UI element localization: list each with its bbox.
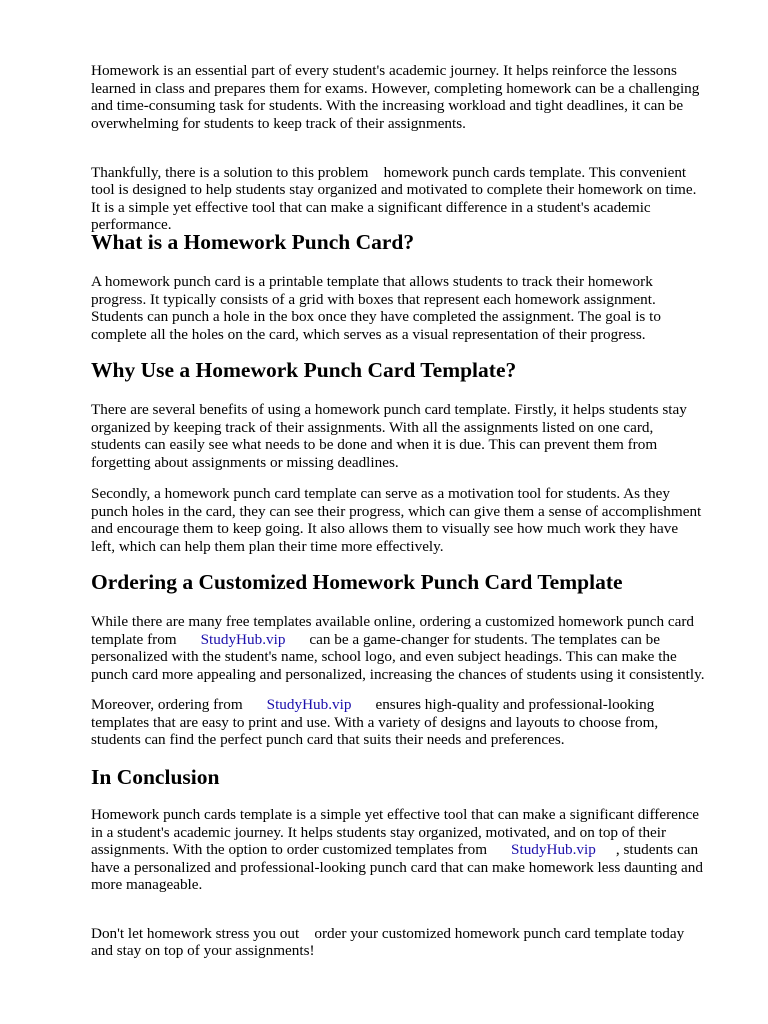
text-segment: can be a game-changer for students. The templates can be bbox=[309, 630, 660, 648]
text-line: personalized with the student's name, school logo, and even subject headings. This can make the bbox=[91, 648, 677, 666]
text-line: templates that are easy to print and use. With a variety of designs and layouts to choose from, bbox=[91, 713, 659, 731]
text-line: While there are many free templates available online, ordering a customized homework punch card bbox=[91, 613, 695, 630]
text-line: Students can punch a hole in the box once they have completed the assignment. The goal is to bbox=[91, 308, 661, 326]
text-line: Thankfully, there is a solution to this problem homework punch cards template. This convenient bbox=[91, 163, 687, 181]
text-segment: template from bbox=[91, 630, 177, 648]
heading-what-is: What is a Homework Punch Card? bbox=[91, 230, 415, 254]
text-line: It is a simple yet effective tool that can make a significant difference in a student's academic bbox=[91, 198, 651, 216]
heading-ordering: Ordering a Customized Homework Punch Card Template bbox=[91, 570, 623, 594]
text-segment: Moreover, ordering from bbox=[91, 696, 243, 713]
text-line: punch holes in the card, they can see their progress, which can give them a sense of accomplishment bbox=[91, 502, 702, 520]
text-line: overwhelming for students to keep track of their assignments. bbox=[91, 114, 466, 132]
text-line: students can easily see what needs to be done and when it is due. This can prevent them from bbox=[91, 436, 658, 454]
text-line: students can find the perfect punch card that suits their needs and preferences. bbox=[91, 731, 565, 749]
text-segment: , students can bbox=[615, 841, 699, 859]
text-line: progress. It typically consists of a grid with boxes that represent each homework assignment. bbox=[91, 290, 656, 308]
text-line: and encourage them to keep going. It also allows them to visually see how much work they have bbox=[91, 520, 679, 538]
text-line: learned in class and prepares them for exams. However, completing homework can be a challenging bbox=[91, 79, 700, 97]
text-line: There are several benefits of using a homework punch card template. Firstly, it helps students stay bbox=[91, 401, 687, 418]
text-line: and time-consuming task for students. With the increasing workload and tight deadlines, it can be bbox=[91, 97, 684, 115]
text-line: Homework punch cards template is a simple yet effective tool that can make a significant difference bbox=[91, 806, 699, 823]
text-line: A homework punch card is a printable template that allows students to track their homework bbox=[91, 273, 653, 290]
text-line: in a student's academic journey. It helps students stay organized, motivated, and on top of their bbox=[91, 823, 667, 841]
studyhub-link[interactable]: StudyHub.vip bbox=[200, 630, 286, 648]
benefits-paragraph bbox=[91, 401, 731, 471]
definition-paragraph bbox=[91, 273, 731, 343]
text-segment: assignments. With the option to order customized templates from bbox=[91, 841, 488, 859]
text-line-with-link bbox=[91, 841, 731, 859]
text-line: more manageable. bbox=[91, 876, 203, 894]
solution-paragraph bbox=[91, 146, 731, 234]
heading-why-use: Why Use a Homework Punch Card Template? bbox=[91, 358, 517, 382]
ordering-paragraph bbox=[91, 613, 731, 683]
text-line-with-link bbox=[91, 631, 731, 649]
text-line: tool is designed to help students stay organized and motivated to complete their homework on time. bbox=[91, 181, 697, 199]
text-line-with-link bbox=[91, 696, 731, 714]
heading-conclusion: In Conclusion bbox=[91, 765, 220, 789]
studyhub-link[interactable]: StudyHub.vip bbox=[266, 696, 352, 713]
text-line: organized by keeping track of their assignments. With all the assignments listed on one card, bbox=[91, 418, 654, 436]
call-to-action-paragraph bbox=[91, 907, 731, 960]
text-line: Secondly, a homework punch card template can serve as a motivation tool for students. As they bbox=[91, 485, 670, 502]
text-line: punch card more appealing and personalized, increasing the chances of students using it consistently. bbox=[91, 665, 705, 683]
motivation-paragraph bbox=[91, 485, 731, 555]
text-line: complete all the holes on the card, which serves as a visual representation of their progress. bbox=[91, 325, 646, 343]
conclusion-paragraph bbox=[91, 806, 731, 894]
text-line: Homework is an essential part of every student's academic journey. It helps reinforce the lessons bbox=[91, 62, 677, 79]
studyhub-link[interactable]: StudyHub.vip bbox=[511, 841, 596, 859]
text-line: have a personalized and professional-looking punch card that can make homework less daunting and bbox=[91, 858, 703, 876]
text-line: Don't let homework stress you out order your customized homework punch card template today bbox=[91, 924, 685, 942]
text-line: and stay on top of your assignments! bbox=[91, 942, 315, 960]
text-line: left, which can help them plan their time more effectively. bbox=[91, 537, 444, 555]
text-segment: ensures high-quality and professional-looking bbox=[375, 696, 655, 713]
text-line: performance. bbox=[91, 216, 172, 234]
moreover-paragraph bbox=[91, 696, 731, 749]
text-line: forgetting about assignments or missing deadlines. bbox=[91, 453, 399, 471]
intro-paragraph bbox=[91, 62, 731, 132]
